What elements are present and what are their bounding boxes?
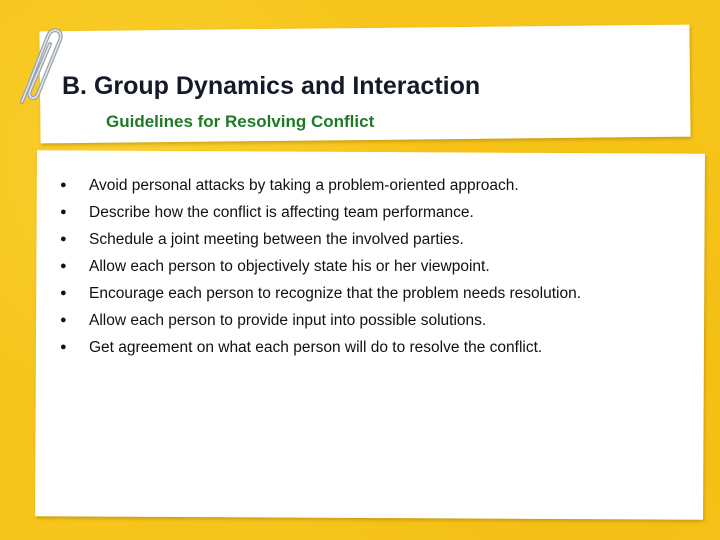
bullet-text: Schedule a joint meeting between the involved parties. — [89, 231, 464, 248]
list-item — [60, 334, 690, 361]
bullet-list — [60, 172, 690, 361]
bullet-text: Describe how the conflict is affecting team performance. — [89, 204, 474, 221]
list-item — [60, 172, 690, 199]
list-item — [60, 307, 690, 334]
bullet-icon: ● — [60, 287, 67, 299]
bullet-icon: ● — [60, 260, 67, 272]
bullet-icon: ● — [60, 233, 67, 245]
bullet-icon: ● — [60, 341, 67, 353]
bullet-icon: ● — [60, 314, 67, 326]
paperclip-icon — [8, 22, 64, 114]
slide-title: B. Group Dynamics and Interaction — [62, 72, 481, 100]
bullet-text: Avoid personal attacks by taking a problem-oriented approach. — [89, 177, 519, 194]
list-item — [60, 226, 690, 253]
bullet-text: Encourage each person to recognize that the problem needs resolution. — [89, 285, 582, 302]
list-item — [60, 199, 690, 226]
bullet-text: Allow each person to objectively state his or her viewpoint. — [89, 258, 490, 275]
bullet-icon: ● — [60, 206, 67, 218]
list-item — [60, 253, 690, 280]
list-item — [60, 280, 690, 307]
bullet-icon: ● — [60, 179, 67, 191]
bullet-text: Get agreement on what each person will do to resolve the conflict. — [89, 339, 543, 356]
slide-subtitle: Guidelines for Resolving Conflict — [106, 112, 375, 131]
bullet-text: Allow each person to provide input into possible solutions. — [89, 312, 487, 329]
